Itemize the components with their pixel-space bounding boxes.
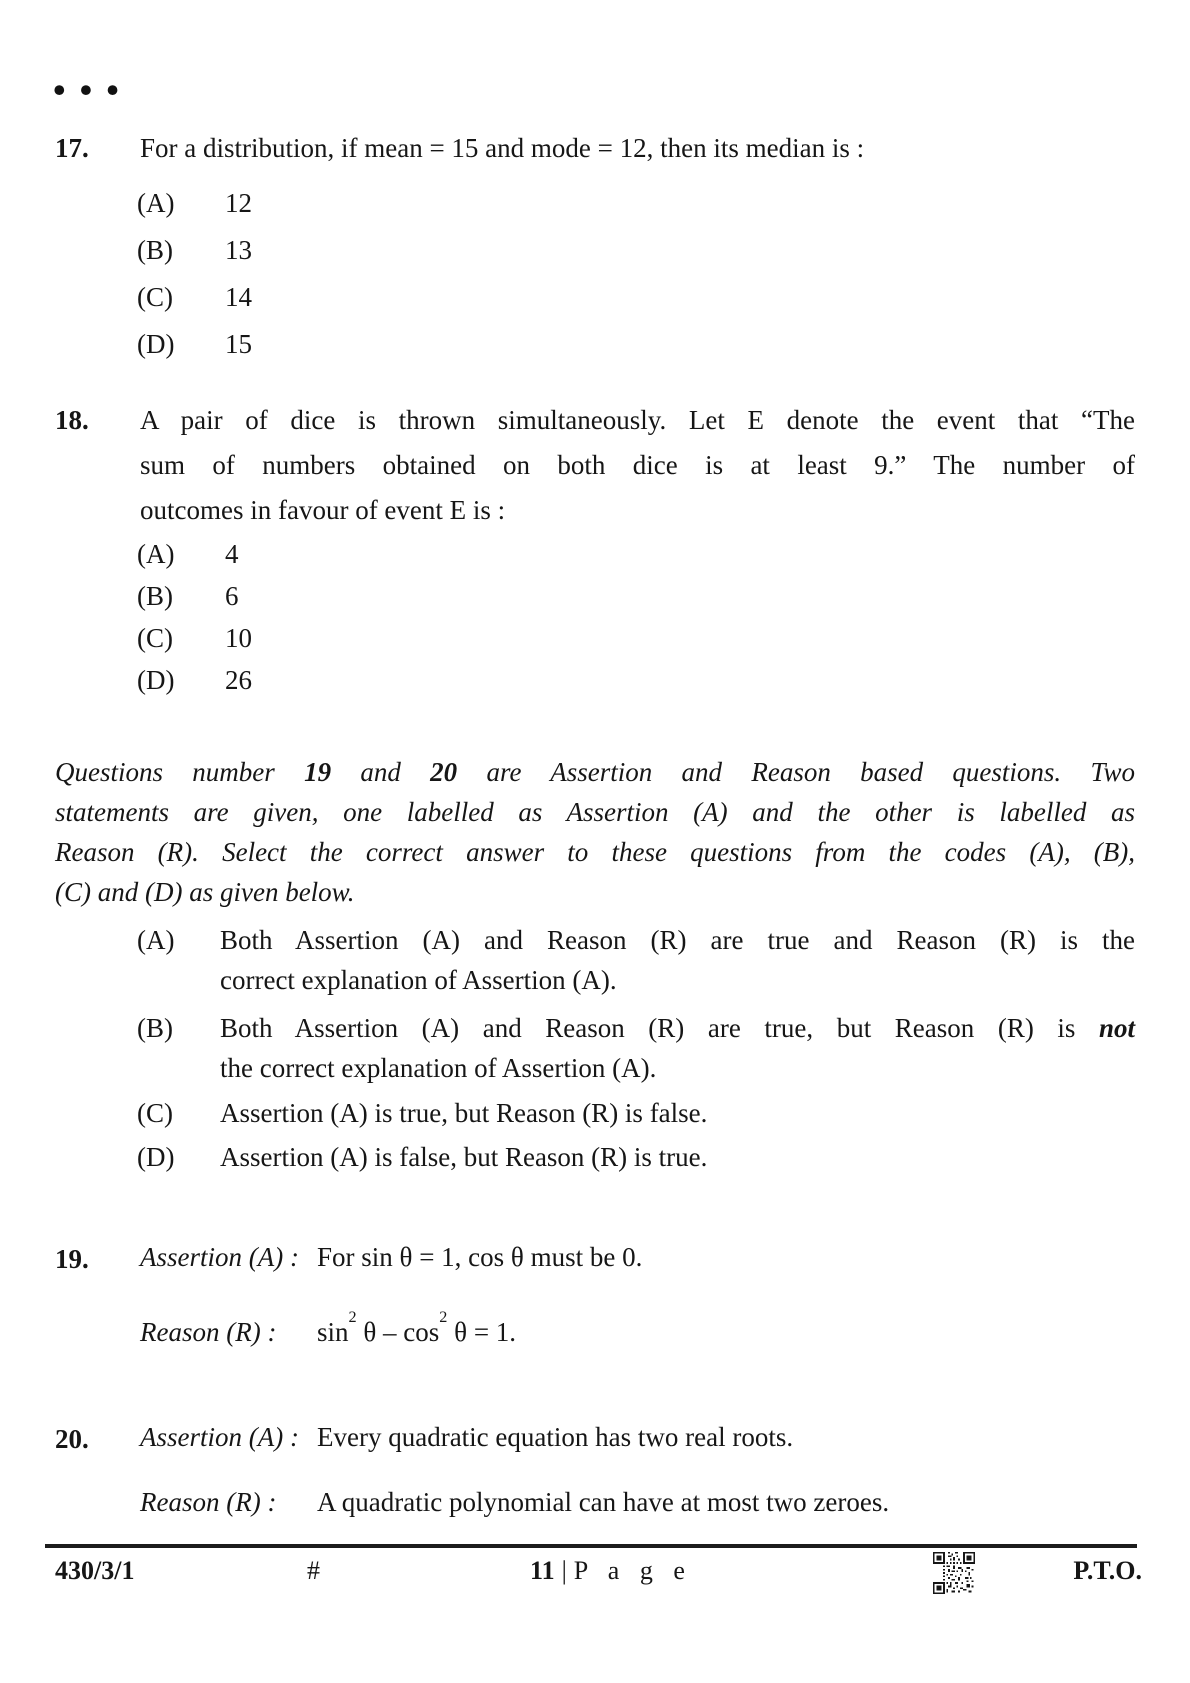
question-20 [55, 1417, 1135, 1522]
question-number: 19. [55, 1244, 89, 1274]
question-text: For a distribution, if mean = 15 and mode = 12, then its median is : [140, 133, 865, 163]
reason-formula: $\sin^2 \theta - \cos^2 \theta = 1$. [317, 1308, 517, 1347]
code-label: (A) [137, 925, 175, 955]
option-value: 12 [225, 188, 252, 218]
option-row [55, 235, 1135, 265]
code-option-a [55, 920, 1135, 1000]
question-number: 20. [55, 1424, 89, 1454]
reason-label: Reason (R) : [140, 1317, 277, 1347]
question-text-line: A pair of dice is thrown simultaneously. Let E denote the event that “The [140, 405, 1135, 435]
code-text: Assertion (A) is false, but Reason (R) is true. [220, 1142, 708, 1172]
code-label: (B) [137, 1013, 173, 1043]
code-option-d [55, 1137, 1135, 1177]
number-spacer [55, 1482, 140, 1522]
code-option-c [55, 1093, 1135, 1133]
option-value: 26 [225, 665, 252, 695]
option-value: 4 [225, 539, 239, 569]
page-footer [45, 1556, 1145, 1604]
question-text [140, 398, 1135, 533]
question-17 [55, 126, 1135, 359]
option-row [55, 539, 1135, 569]
page-word: P a g e [573, 1556, 692, 1585]
option-row [55, 188, 1135, 218]
reason-text: A quadratic polynomial can have at most two zeroes. [317, 1487, 890, 1517]
code-text: Assertion (A) is true, but Reason (R) is false. [220, 1098, 708, 1128]
hash-symbol: # [307, 1556, 320, 1585]
option-row [55, 623, 1135, 653]
code-text: Both Assertion (A) and Reason (R) are true and Reason (R) is the correct explanation of Assertion (A). [220, 925, 1135, 995]
option-label: (C) [137, 282, 173, 312]
number-spacer [55, 1312, 140, 1352]
option-label: (B) [137, 235, 173, 265]
option-row [55, 282, 1135, 312]
code-label: (C) [137, 1098, 173, 1128]
footer-rule [45, 1544, 1137, 1548]
pto-label: P.T.O. [1073, 1556, 1142, 1585]
question-number: 17. [55, 133, 89, 163]
code-label: (D) [137, 1142, 175, 1172]
code-option-b [55, 1008, 1135, 1088]
option-label: (C) [137, 623, 173, 653]
assertion-reason-instruction [55, 752, 1135, 912]
option-value: 14 [225, 282, 252, 312]
question-number: 18. [55, 405, 89, 435]
reason-label: Reason (R) : [140, 1487, 277, 1517]
option-label: (B) [137, 581, 173, 611]
option-label: (D) [137, 329, 175, 359]
question-text-line: sum of numbers obtained on both dice is at least 9.” The number of [140, 450, 1135, 480]
instruction-line: Reason (R). Select the correct answer to these questions from the codes (A), (B), [55, 837, 1135, 867]
option-value: 15 [225, 329, 252, 359]
page-number-label [530, 1556, 692, 1586]
option-label: (D) [137, 665, 175, 695]
option-row [55, 329, 1135, 359]
option-label: (A) [137, 539, 175, 569]
page-separator: | [561, 1556, 567, 1585]
question-18 [55, 398, 1135, 695]
answer-codes [55, 920, 1135, 1177]
option-value: 6 [225, 581, 239, 611]
instruction-line: statements are given, one labelled as Assertion (A) and the other is labelled as [55, 797, 1135, 827]
assertion-text: Every quadratic equation has two real roots. [317, 1422, 794, 1452]
option-value: 13 [225, 235, 252, 265]
assertion-label: Assertion (A) : [140, 1242, 299, 1272]
paper-code: 430/3/1 [55, 1556, 135, 1585]
option-label: (A) [137, 188, 175, 218]
assertion-text: For sin θ = 1, cos θ must be 0. [317, 1242, 643, 1272]
option-row [55, 665, 1135, 695]
qr-code-icon [933, 1552, 975, 1594]
question-text-line: outcomes in favour of event E is : [140, 495, 506, 525]
code-text: Both Assertion (A) and Reason (R) are true, but Reason (R) is not the correct explanation of Assertion (A). [220, 1013, 1135, 1083]
instruction-line: (C) and (D) as given below. [55, 877, 355, 907]
assertion-label: Assertion (A) : [140, 1422, 299, 1452]
instruction-line: Questions number 19 and 20 are Assertion and Reason based questions. Two [55, 757, 1135, 787]
question-19 [55, 1237, 1135, 1352]
option-row [55, 581, 1135, 611]
option-value: 10 [225, 623, 252, 653]
page-marker-dots: ••• [53, 70, 133, 110]
page-number: 11 [530, 1556, 555, 1585]
